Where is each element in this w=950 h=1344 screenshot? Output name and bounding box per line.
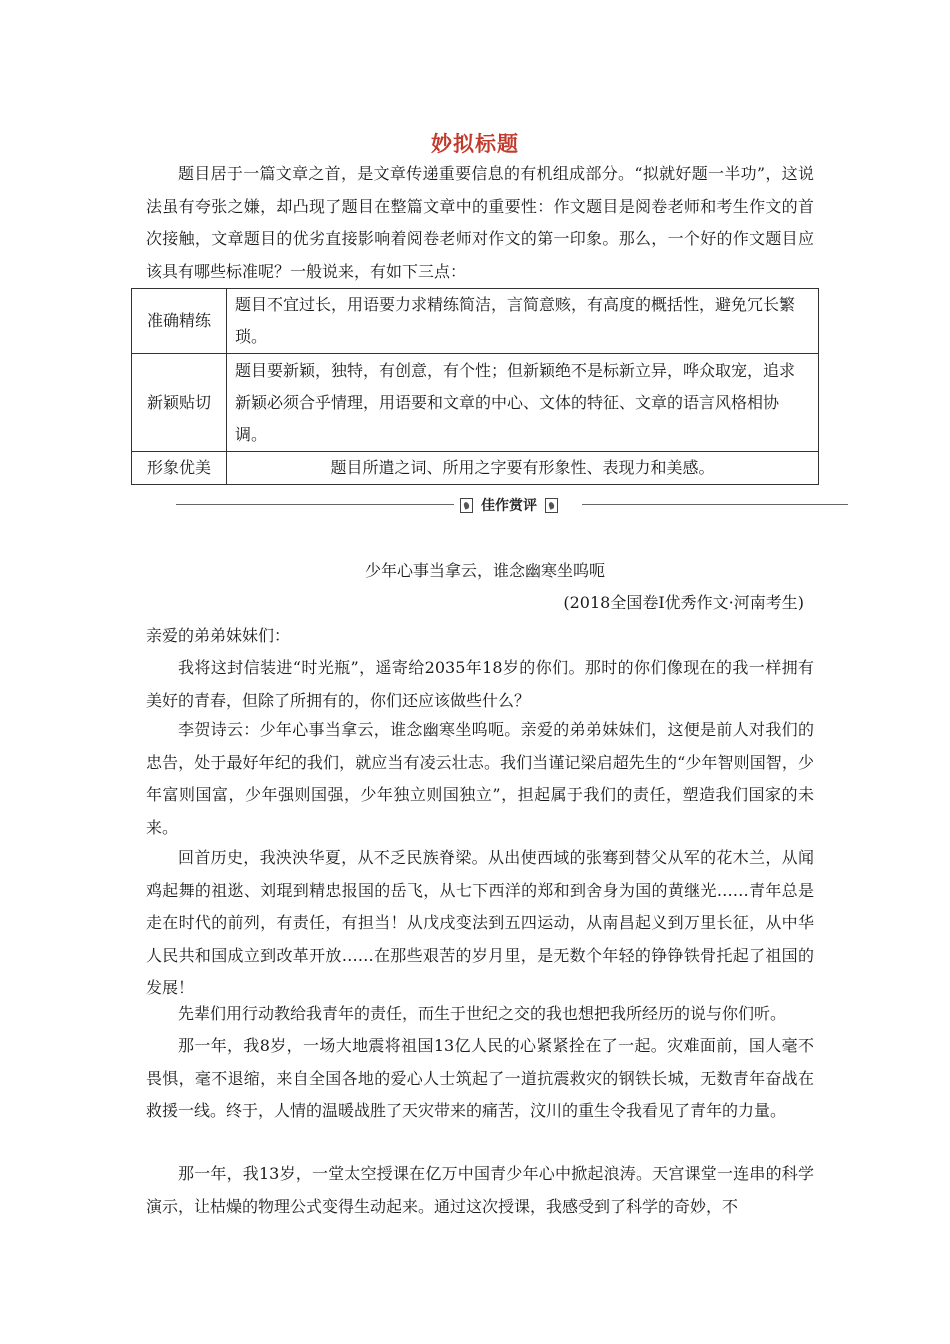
divider-line-left (176, 504, 458, 505)
standards-table (131, 288, 819, 485)
section-heading (454, 495, 564, 515)
leaf-icon (460, 498, 473, 513)
standard-desc: 题目不宜过长，用语要力求精练简洁，言简意赅，有高度的概括性，避免冗长繁琐。 (227, 289, 819, 354)
table-row (132, 289, 819, 354)
essay-paragraph: 那一年，我13岁，一堂太空授课在亿万中国青少年心中掀起浪涛。天宫课堂一连串的科学演示，让枯燥的物理公式变得生动起来。通过这次授课，我感受到了科学的奇妙，不 (146, 1164, 814, 1216)
standard-label: 新颖贴切 (132, 354, 227, 452)
essay-title: 少年心事当拿云，谁念幽寒坐呜呃 (364, 561, 605, 580)
essay-paragraph: 那一年，我8岁，一场大地震将祖国13亿人民的心紧紧拴在了一起。灾难面前，国人毫不畏惧，毫不退缩，来自全国各地的爱心人士筑起了一道抗震救灾的钢铁长城，无数青年奋战在救援一线。终于，人情的温暖战胜了天灾带来的痛苦，汶川的重生令我看见了青年的力量。 (146, 1036, 814, 1120)
essay-paragraph: 先辈们用行动教给我青年的责任，而生于世纪之交的我也想把我所经历的说与你们听。 (178, 1004, 787, 1023)
table-row (132, 354, 819, 452)
essay-salutation: 亲爱的弟弟妹妹们： (146, 626, 291, 645)
page-title: 妙拟标题 (431, 131, 519, 156)
essay-paragraph: 回首历史，我泱泱华夏，从不乏民族脊梁。从出使西域的张骞到替父从军的花木兰，从闻鸡起舞的祖逖、刘琨到精忠报国的岳飞，从七下西洋的郑和到舍身为国的黄继光……青年总是走在时代的前列，有责任，有担当！从戊戌变法到五四运动，从南昌起义到万里长征，从中华人民共和国成立到改革开放……在那些艰苦的岁月里，是无数个年轻的铮铮铁骨托起了祖国的发展！ (146, 848, 814, 997)
essay-paragraph: 李贺诗云：少年心事当拿云，谁念幽寒坐呜呃。亲爱的弟弟妹妹们，这便是前人对我们的忠告，处于最好年纪的我们，就应当有凌云壮志。我们当谨记梁启超先生的“少年智则国智，少年富则国富，少年强则国强，少年独立则国独立”，担起属于我们的责任，塑造我们国家的未来。 (146, 720, 814, 837)
section-label: 佳作赏评 (481, 498, 537, 514)
standard-desc: 题目要新颖，独特，有创意，有个性；但新颖绝不是标新立异，哗众取宠，追求新颖必须合乎情理，用语要和文章的中心、文体的特征、文章的语言风格相协调。 (227, 354, 819, 452)
table-row (132, 452, 819, 485)
section-divider (176, 495, 848, 515)
essay-source: (2018全国卷Ⅰ优秀作文·河南考生) (563, 593, 804, 612)
essay-paragraph: 我将这封信装进“时光瓶”，遥寄给2035年18岁的你们。那时的你们像现在的我一样拥有美好的青春，但除了所拥有的，你们还应该做些什么？ (146, 658, 814, 710)
intro-paragraph: 题目居于一篇文章之首，是文章传递重要信息的有机组成部分。“拟就好题一半功”，这说法虽有夸张之嫌，却凸现了题目在整篇文章中的重要性：作文题目是阅卷老师和考生作文的首次接触，文章题目的优劣直接影响着阅卷老师对作文的第一印象。那么，一个好的作文题目应该具有哪些标准呢？一般说来，有如下三点： (146, 164, 814, 281)
leaf-icon (545, 498, 558, 513)
divider-line-right (582, 504, 848, 505)
standard-label: 形象优美 (132, 452, 227, 485)
standard-label: 准确精练 (132, 289, 227, 354)
standard-desc: 题目所遣之词、所用之字要有形象性、表现力和美感。 (227, 452, 819, 485)
